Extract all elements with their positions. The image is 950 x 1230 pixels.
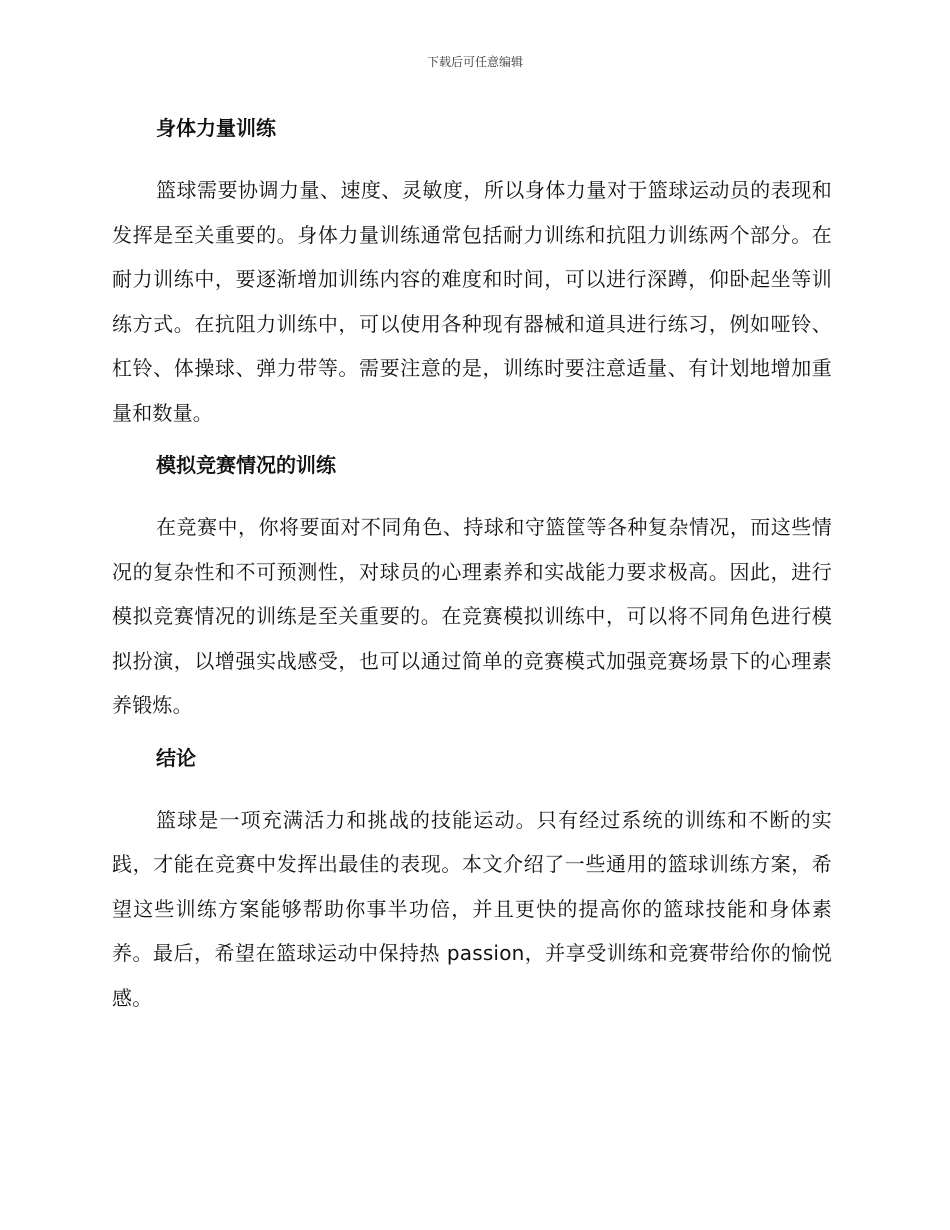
section-heading-simulated-competition: 模拟竞赛情况的训练	[156, 453, 336, 477]
document-body	[112, 112, 832, 1020]
section-paragraph-strength-training: 篮球需要协调力量、速度、灵敏度，所以身体力量对于篮球运动员的表现和发挥是至关重要的。身体力量训练通常包括耐力训练和抗阻力训练两个部分。在耐力训练中，要逐渐增加训练内容的难度和时间，可以进行深蹲，仰卧起坐等训练方式。在抗阻力训练中，可以使用各种现有器械和道具进行练习，例如哑铃、杠铃、体操球、弹力带等。需要注意的是，训练时要注意适量、有计划地增加重量和数量。	[112, 178, 832, 425]
section-heading-strength-training: 身体力量训练	[156, 116, 276, 140]
section-paragraph-simulated-competition: 在竞赛中，你将要面对不同角色、持球和守篮筐等各种复杂情况，而这些情况的复杂性和不可预测性，对球员的心理素养和实战能力要求极高。因此，进行模拟竞赛情况的训练是至关重要的。在竞赛模拟训练中，可以将不同角色进行模拟扮演，以增强实战感受，也可以通过简单的竞赛模式加强竞赛场景下的心理素养锻炼。	[112, 515, 832, 717]
section-heading-conclusion: 结论	[156, 745, 196, 770]
page-header-note: 下载后可任意编辑	[426, 55, 523, 69]
section-paragraph-conclusion: 篮球是一项充满活力和挑战的技能运动。只有经过系统的训练和不断的实践，才能在竞赛中发挥出最佳的表现。本文介绍了一些通用的篮球训练方案，希望这些训练方案能够帮助你事半功倍，并且更快的提高你的篮球技能和身体素养。最后，希望在篮球运动中保持热 passion，并享受训练和竞赛带给你的愉悦感。	[112, 807, 832, 1010]
